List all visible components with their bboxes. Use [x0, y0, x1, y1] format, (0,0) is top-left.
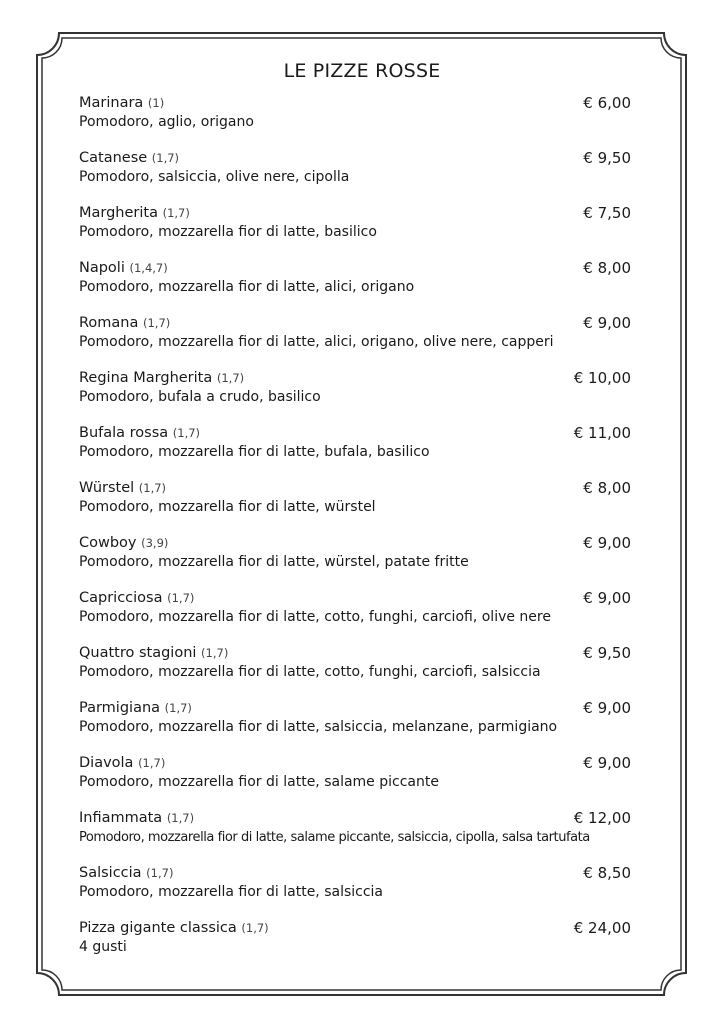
item-name: Romana [79, 315, 139, 331]
item-description: Pomodoro, bufala a crudo, basilico [79, 389, 321, 405]
menu-list [79, 94, 631, 974]
section-title: LE PIZZE ROSSE [283, 60, 441, 82]
item-allergens: (1,4,7) [129, 261, 168, 275]
item-description: Pomodoro, mozzarella fior di latte, salsiccia, melanzane, parmigiano [79, 719, 558, 735]
item-name-line [79, 204, 631, 223]
item-name: Regina Margherita [79, 370, 213, 386]
item-name-line [79, 149, 631, 168]
item-description: Pomodoro, aglio, origano [79, 114, 254, 130]
item-allergens: (1,7) [166, 811, 195, 825]
item-description: Pomodoro, mozzarella fior di latte, alici, origano [79, 279, 415, 295]
item-name: Würstel [79, 480, 135, 496]
item-name: Bufala rossa [79, 425, 169, 441]
item-allergens: (1,7) [162, 206, 190, 220]
item-allergens: (1,7) [146, 866, 174, 880]
item-name-line [79, 314, 631, 333]
item-allergens: (1,7) [164, 701, 192, 715]
menu-item [79, 314, 631, 369]
item-allergens: (3,9) [141, 536, 169, 550]
menu-item [79, 149, 631, 204]
item-price: € 9,00 [583, 314, 631, 332]
item-description: Pomodoro, mozzarella fior di latte, cotto, funghi, carciofi, olive nere [79, 609, 551, 625]
item-allergens: (1,7) [241, 921, 269, 935]
menu-item [79, 809, 631, 864]
item-name-line [79, 699, 631, 718]
item-allergens: (1,7) [216, 371, 245, 385]
item-allergens: (1,7) [151, 151, 180, 165]
menu-item [79, 589, 631, 644]
item-name-line [79, 479, 631, 498]
item-description: Pomodoro, mozzarella fior di latte, basilico [79, 224, 377, 240]
menu-item [79, 864, 631, 919]
item-name-line [79, 809, 631, 828]
item-price: € 9,00 [583, 699, 631, 717]
menu-item [79, 479, 631, 534]
item-price: € 9,00 [583, 589, 631, 607]
item-name-line [79, 754, 631, 773]
item-price: € 8,00 [583, 259, 631, 277]
item-name: Napoli [79, 260, 125, 276]
item-name: Cowboy [79, 535, 137, 551]
item-price: € 8,50 [583, 864, 631, 882]
menu-item [79, 699, 631, 754]
item-name: Infiammata [79, 810, 163, 826]
item-name: Marinara [79, 95, 144, 111]
item-price: € 9,50 [583, 149, 631, 167]
item-name-line [79, 919, 631, 938]
item-name: Pizza gigante classica [79, 920, 237, 936]
item-name: Catanese [79, 150, 148, 166]
item-description: Pomodoro, mozzarella fior di latte, bufala, basilico [79, 444, 430, 460]
item-name: Margherita [79, 205, 158, 221]
menu-item [79, 754, 631, 809]
item-description: Pomodoro, mozzarella fior di latte, würstel, patate fritte [79, 554, 469, 570]
item-name-line [79, 864, 631, 883]
item-price: € 9,50 [583, 644, 631, 662]
item-name-line [79, 369, 631, 388]
item-price: € 11,00 [573, 424, 631, 442]
item-description: 4 gusti [79, 939, 127, 955]
item-name: Quattro stagioni [79, 645, 197, 661]
item-allergens: (1,7) [138, 756, 166, 770]
menu-item [79, 424, 631, 479]
item-description: Pomodoro, mozzarella fior di latte, cotto, funghi, carciofi, salsiccia [79, 664, 541, 680]
item-name-line [79, 589, 631, 608]
item-price: € 7,50 [583, 204, 631, 222]
item-description: Pomodoro, salsiccia, olive nere, cipolla [79, 169, 350, 185]
item-description: Pomodoro, mozzarella fior di latte, salame piccante, salsiccia, cipolla, salsa tartufata [79, 830, 590, 845]
menu-item [79, 204, 631, 259]
item-allergens: (1,7) [143, 316, 171, 330]
item-name: Salsiccia [79, 865, 142, 881]
item-name-line [79, 259, 631, 278]
menu-item [79, 919, 631, 974]
item-name-line [79, 94, 631, 113]
menu-item [79, 369, 631, 424]
item-description: Pomodoro, mozzarella fior di latte, salsiccia [79, 884, 384, 900]
item-description: Pomodoro, mozzarella fior di latte, würstel [79, 499, 376, 515]
item-price: € 24,00 [573, 919, 631, 937]
item-allergens: (1,7) [138, 481, 167, 495]
menu-item [79, 259, 631, 314]
item-price: € 12,00 [573, 809, 631, 827]
item-description: Pomodoro, mozzarella fior di latte, alici, origano, olive nere, capperi [79, 334, 554, 350]
item-price: € 8,00 [583, 479, 631, 497]
item-description: Pomodoro, mozzarella fior di latte, salame piccante [79, 774, 439, 790]
item-price: € 9,00 [583, 754, 631, 772]
item-allergens: (1,7) [167, 591, 195, 605]
item-name: Capricciosa [79, 590, 163, 606]
item-name: Diavola [79, 755, 134, 771]
item-allergens: (1,7) [201, 646, 229, 660]
menu-item [79, 534, 631, 589]
item-name-line [79, 424, 631, 443]
item-allergens: (1,7) [172, 426, 201, 440]
menu-item [79, 94, 631, 149]
item-allergens: (1) [147, 96, 165, 110]
item-price: € 10,00 [573, 369, 631, 387]
item-name-line [79, 534, 631, 553]
item-name-line [79, 644, 631, 663]
menu-item [79, 644, 631, 699]
item-name: Parmigiana [79, 700, 161, 716]
item-price: € 6,00 [583, 94, 631, 112]
item-price: € 9,00 [583, 534, 631, 552]
